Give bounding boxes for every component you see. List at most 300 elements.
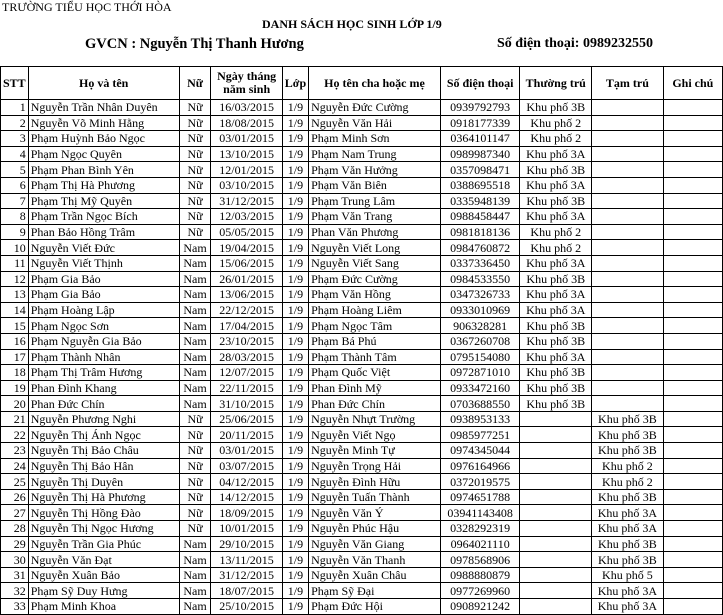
parent-name-cell: Phạm Văn Trang [309,209,441,225]
class-cell: 1/9 [282,474,308,490]
gender-cell: Nữ [179,489,211,505]
student-name-cell: Nguyễn Thị Ngọc Hương [28,521,179,537]
class-cell: 1/9 [282,318,308,334]
school-name: TRƯỜNG TIỂU HỌC THỚI HÒA [2,0,172,14]
notes-cell [663,458,722,474]
parent-name-cell: Nguyễn Văn Ý [309,505,441,521]
birthdate-cell: 22/11/2015 [211,380,282,396]
class-cell: 1/9 [282,333,308,349]
birthdate-cell: 13/10/2015 [211,146,282,162]
stt-cell: 22 [1,427,29,443]
student-name-cell: Nguyễn Phương Nghi [28,411,179,427]
notes-cell [663,100,722,116]
birthdate-cell: 31/12/2015 [211,567,282,583]
parent-name-cell: Nguyễn Minh Tự [309,443,441,459]
permanent-address-cell: Khu phố 3A [520,146,592,162]
temporary-address-cell: Khu phố 3A [592,521,664,537]
table-row [1,100,723,116]
table-row [1,287,723,303]
class-cell: 1/9 [282,115,308,131]
class-cell: 1/9 [282,365,308,381]
class-cell: 1/9 [282,271,308,287]
parent-name-cell: Nguyễn Phúc Hậu [309,521,441,537]
class-cell: 1/9 [282,536,308,552]
phone-cell: 0978568906 [440,552,520,568]
permanent-address-cell: Khu phố 3A [520,209,592,225]
birthdate-cell: 13/11/2015 [211,552,282,568]
phone-cell: 0938953133 [440,411,520,427]
phone-cell: 0988880879 [440,567,520,583]
stt-cell: 16 [1,333,29,349]
temporary-address-cell: Khu phố 5 [592,567,664,583]
notes-cell [663,302,722,318]
gender-cell: Nữ [179,474,211,490]
gender-cell: Nữ [179,100,211,116]
gender-cell: Nữ [179,177,211,193]
temporary-address-cell [592,365,664,381]
phone-cell: 0977269960 [440,583,520,599]
gender-cell: Nam [179,318,211,334]
table-row [1,131,723,147]
notes-cell [663,583,722,599]
notes-cell [663,474,722,490]
stt-cell: 18 [1,365,29,381]
temporary-address-cell [592,115,664,131]
temporary-address-cell [592,177,664,193]
permanent-address-cell: Khu phố 3B [520,162,592,178]
notes-cell [663,521,722,537]
notes-cell [663,567,722,583]
class-cell: 1/9 [282,489,308,505]
birthdate-cell: 20/11/2015 [211,427,282,443]
header-name: Họ và tên [28,67,179,100]
stt-cell: 7 [1,193,29,209]
class-cell: 1/9 [282,177,308,193]
parent-name-cell: Nguyễn Đình Hữu [309,474,441,490]
phone-cell: 0337336450 [440,255,520,271]
student-name-cell: Phạm Minh Khoa [28,599,179,615]
notes-cell [663,599,722,615]
student-name-cell: Nguyễn Trần Nhân Duyên [28,100,179,116]
phone-cell: 0388695518 [440,177,520,193]
phone-cell: 0795154080 [440,349,520,365]
student-name-cell: Phạm Thành Nhân [28,349,179,365]
notes-cell [663,287,722,303]
permanent-address-cell: Khu phố 3A [520,349,592,365]
table-row [1,271,723,287]
student-table [0,66,723,615]
parent-name-cell: Phạm Quốc Việt [309,365,441,381]
phone-cell: 0964021110 [440,536,520,552]
permanent-address-cell [520,427,592,443]
header-parent: Họ tên cha hoặc mẹ [309,67,441,100]
gender-cell: Nam [179,333,211,349]
parent-name-cell: Nguyễn Viết Sang [309,255,441,271]
temporary-address-cell [592,302,664,318]
notes-cell [663,131,722,147]
birthdate-cell: 03/10/2015 [211,177,282,193]
class-cell: 1/9 [282,443,308,459]
gender-cell: Nam [179,302,211,318]
stt-cell: 13 [1,287,29,303]
stt-cell: 6 [1,177,29,193]
birthdate-cell: 03/01/2015 [211,131,282,147]
class-cell: 1/9 [282,224,308,240]
permanent-address-cell: Khu phố 3B [520,318,592,334]
temporary-address-cell [592,240,664,256]
header-class: Lớp [282,67,308,100]
parent-name-cell: Phạm Minh Sơn [309,131,441,147]
table-row [1,193,723,209]
class-cell: 1/9 [282,411,308,427]
gender-cell: Nam [179,240,211,256]
permanent-address-cell [520,443,592,459]
permanent-address-cell [520,536,592,552]
class-cell: 1/9 [282,349,308,365]
gender-cell: Nam [179,396,211,412]
parent-name-cell: Nguyễn Văn Hải [309,115,441,131]
parent-name-cell: Nguyễn Trọng Hải [309,458,441,474]
birthdate-cell: 25/06/2015 [211,411,282,427]
table-row [1,567,723,583]
parent-name-cell: Nguyễn Viết Long [309,240,441,256]
stt-cell: 31 [1,567,29,583]
student-name-cell: Phạm Sỹ Duy Hưng [28,583,179,599]
header-permanent-address: Thường trú [520,67,592,100]
parent-name-cell: Phan Đình Mỹ [309,380,441,396]
class-cell: 1/9 [282,302,308,318]
class-cell: 1/9 [282,100,308,116]
stt-cell: 23 [1,443,29,459]
stt-cell: 28 [1,521,29,537]
notes-cell [663,411,722,427]
header-notes: Ghi chú [663,67,722,100]
permanent-address-cell [520,505,592,521]
phone-cell: 906328281 [440,318,520,334]
birthdate-cell: 03/01/2015 [211,443,282,459]
temporary-address-cell [592,193,664,209]
notes-cell [663,427,722,443]
temporary-address-cell [592,349,664,365]
gender-cell: Nam [179,567,211,583]
header-female: Nữ [179,67,211,100]
table-row [1,521,723,537]
class-cell: 1/9 [282,146,308,162]
table-row [1,443,723,459]
gender-cell: Nữ [179,411,211,427]
birthdate-cell: 28/03/2015 [211,349,282,365]
birthdate-cell: 31/12/2015 [211,193,282,209]
temporary-address-cell [592,287,664,303]
permanent-address-cell: Khu phố 3A [520,177,592,193]
birthdate-cell: 14/12/2015 [211,489,282,505]
gender-cell: Nam [179,380,211,396]
permanent-address-cell [520,583,592,599]
birthdate-cell: 18/07/2015 [211,583,282,599]
birthdate-cell: 18/09/2015 [211,505,282,521]
header-birthdate: Ngày tháng năm sinh [211,67,282,100]
notes-cell [663,115,722,131]
class-cell: 1/9 [282,396,308,412]
student-name-cell: Phạm Ngọc Quyên [28,146,179,162]
table-row [1,365,723,381]
stt-cell: 17 [1,349,29,365]
phone-cell: 0984760872 [440,240,520,256]
temporary-address-cell: Khu phố 3A [592,599,664,615]
table-row [1,583,723,599]
parent-name-cell: Phạm Nam Trung [309,146,441,162]
student-name-cell: Phạm Nguyễn Gia Bảo [28,333,179,349]
permanent-address-cell [520,599,592,615]
notes-cell [663,162,722,178]
gender-cell: Nam [179,287,211,303]
phone-cell: 0357098471 [440,162,520,178]
notes-cell [663,349,722,365]
temporary-address-cell: Khu phố 3A [592,583,664,599]
table-row [1,240,723,256]
parent-name-cell: Phạm Trung Lâm [309,193,441,209]
gender-cell: Nữ [179,209,211,225]
student-name-cell: Nguyễn Xuân Bảo [28,567,179,583]
student-name-cell: Phan Đình Khang [28,380,179,396]
permanent-address-cell [520,411,592,427]
phone-cell: 0984533550 [440,271,520,287]
table-row [1,162,723,178]
temporary-address-cell [592,396,664,412]
temporary-address-cell: Khu phố 3B [592,489,664,505]
phone-cell: 0908921242 [440,599,520,615]
permanent-address-cell: Khu phố 3B [520,380,592,396]
table-row [1,427,723,443]
stt-cell: 33 [1,599,29,615]
class-cell: 1/9 [282,209,308,225]
stt-cell: 5 [1,162,29,178]
stt-cell: 30 [1,552,29,568]
class-cell: 1/9 [282,552,308,568]
student-name-cell: Nguyễn Trần Gia Phúc [28,536,179,552]
table-row [1,146,723,162]
student-name-cell: Phạm Thị Trâm Hương [28,365,179,381]
notes-cell [663,240,722,256]
temporary-address-cell [592,271,664,287]
student-name-cell: Nguyễn Thị Ánh Ngọc [28,427,179,443]
student-name-cell: Phạm Gia Bảo [28,287,179,303]
class-cell: 1/9 [282,131,308,147]
notes-cell [663,255,722,271]
class-cell: 1/9 [282,567,308,583]
temporary-address-cell [592,255,664,271]
phone-cell: 0328292319 [440,521,520,537]
gender-cell: Nữ [179,224,211,240]
student-name-cell: Phạm Gia Bảo [28,271,179,287]
permanent-address-cell [520,521,592,537]
parent-name-cell: Phạm Văn Biên [309,177,441,193]
table-row [1,224,723,240]
gender-cell: Nam [179,552,211,568]
class-cell: 1/9 [282,521,308,537]
temporary-address-cell: Khu phố 3A [592,505,664,521]
phone-cell: 0933472160 [440,380,520,396]
temporary-address-cell [592,380,664,396]
permanent-address-cell: Khu phố 3B [520,365,592,381]
phone-cell: 0972871010 [440,365,520,381]
birthdate-cell: 13/06/2015 [211,287,282,303]
parent-name-cell: Phan Văn Phương [309,224,441,240]
permanent-address-cell [520,552,592,568]
birthdate-cell: 05/05/2015 [211,224,282,240]
permanent-address-cell [520,474,592,490]
permanent-address-cell: Khu phố 3B [520,396,592,412]
birthdate-cell: 29/10/2015 [211,536,282,552]
parent-name-cell: Nguyễn Văn Giang [309,536,441,552]
gender-cell: Nam [179,365,211,381]
parent-name-cell: Phạm Văn Hồng [309,287,441,303]
permanent-address-cell: Khu phố 3A [520,255,592,271]
stt-cell: 2 [1,115,29,131]
phone-cell: 0974651788 [440,489,520,505]
notes-cell [663,177,722,193]
stt-cell: 8 [1,209,29,225]
permanent-address-cell: Khu phố 2 [520,115,592,131]
parent-name-cell: Nguyễn Văn Thanh [309,552,441,568]
stt-cell: 19 [1,380,29,396]
parent-name-cell: Phạm Sỹ Đại [309,583,441,599]
teacher-name: GVCN : Nguyễn Thị Thanh Hương [85,36,304,52]
permanent-address-cell: Khu phố 2 [520,131,592,147]
notes-cell [663,489,722,505]
parent-name-cell: Nguyễn Viết Ngọ [309,427,441,443]
temporary-address-cell [592,318,664,334]
header-temporary-address: Tạm trú [592,67,664,100]
table-row [1,255,723,271]
notes-cell [663,536,722,552]
notes-cell [663,396,722,412]
phone-cell: 0367260708 [440,333,520,349]
birthdate-cell: 12/01/2015 [211,162,282,178]
notes-cell [663,193,722,209]
class-cell: 1/9 [282,193,308,209]
document-title: DANH SÁCH HỌC SINH LỚP 1/9 [262,17,442,31]
birthdate-cell: 25/10/2015 [211,599,282,615]
birthdate-cell: 23/10/2015 [211,333,282,349]
birthdate-cell: 26/01/2015 [211,271,282,287]
class-cell: 1/9 [282,240,308,256]
table-row [1,536,723,552]
class-cell: 1/9 [282,458,308,474]
parent-name-cell: Phạm Đức Hội [309,599,441,615]
permanent-address-cell: Khu phố 3A [520,287,592,303]
stt-cell: 10 [1,240,29,256]
birthdate-cell: 10/01/2015 [211,521,282,537]
stt-cell: 11 [1,255,29,271]
permanent-address-cell [520,489,592,505]
permanent-address-cell: Khu phố 3A [520,302,592,318]
birthdate-cell: 31/10/2015 [211,396,282,412]
notes-cell [663,224,722,240]
table-row [1,177,723,193]
student-name-cell: Nguyễn Viết Thịnh [28,255,179,271]
stt-cell: 14 [1,302,29,318]
table-row [1,458,723,474]
stt-cell: 9 [1,224,29,240]
parent-name-cell: Phạm Văn Hưởng [309,162,441,178]
notes-cell [663,146,722,162]
notes-cell [663,505,722,521]
phone-cell: 03941143408 [440,505,520,521]
student-name-cell: Nguyễn Thị Hồng Đào [28,505,179,521]
phone-cell: 0335948139 [440,193,520,209]
gender-cell: Nữ [179,162,211,178]
temporary-address-cell [592,146,664,162]
permanent-address-cell [520,458,592,474]
table-row [1,302,723,318]
temporary-address-cell [592,162,664,178]
stt-cell: 4 [1,146,29,162]
student-name-cell: Nguyễn Thị Hà Phương [28,489,179,505]
notes-cell [663,318,722,334]
stt-cell: 26 [1,489,29,505]
table-row [1,411,723,427]
gender-cell: Nữ [179,131,211,147]
permanent-address-cell: Khu phố 3B [520,100,592,116]
temporary-address-cell: Khu phố 2 [592,474,664,490]
header-phone: Số điện thoại [440,67,520,100]
header-stt: STT [1,67,29,100]
phone-cell: 0939792793 [440,100,520,116]
notes-cell [663,333,722,349]
table-row [1,349,723,365]
class-cell: 1/9 [282,505,308,521]
parent-name-cell: Nguyễn Xuân Châu [309,567,441,583]
permanent-address-cell: Khu phố 2 [520,240,592,256]
student-name-cell: Nguyễn Văn Đạt [28,552,179,568]
class-cell: 1/9 [282,583,308,599]
temporary-address-cell [592,333,664,349]
gender-cell: Nữ [179,115,211,131]
parent-name-cell: Phạm Thành Tâm [309,349,441,365]
table-row [1,505,723,521]
class-cell: 1/9 [282,287,308,303]
gender-cell: Nam [179,599,211,615]
birthdate-cell: 17/04/2015 [211,318,282,334]
student-name-cell: Nguyễn Thị Bảo Châu [28,443,179,459]
gender-cell: Nam [179,255,211,271]
gender-cell: Nam [179,271,211,287]
gender-cell: Nữ [179,146,211,162]
phone-cell: 0918177339 [440,115,520,131]
table-row [1,209,723,225]
birthdate-cell: 18/08/2015 [211,115,282,131]
birthdate-cell: 12/07/2015 [211,365,282,381]
parent-name-cell: Phạm Hoàng Liêm [309,302,441,318]
temporary-address-cell: Khu phố 3B [592,552,664,568]
temporary-address-cell [592,100,664,116]
stt-cell: 15 [1,318,29,334]
stt-cell: 20 [1,396,29,412]
permanent-address-cell: Khu phố 3B [520,333,592,349]
student-name-cell: Nguyễn Thị Duyên [28,474,179,490]
birthdate-cell: 16/03/2015 [211,100,282,116]
notes-cell [663,380,722,396]
table-row [1,318,723,334]
permanent-address-cell: Khu phố 3B [520,193,592,209]
phone-cell: 0988458447 [440,209,520,225]
stt-cell: 3 [1,131,29,147]
birthdate-cell: 03/07/2015 [211,458,282,474]
gender-cell: Nữ [179,505,211,521]
table-row [1,474,723,490]
notes-cell [663,271,722,287]
